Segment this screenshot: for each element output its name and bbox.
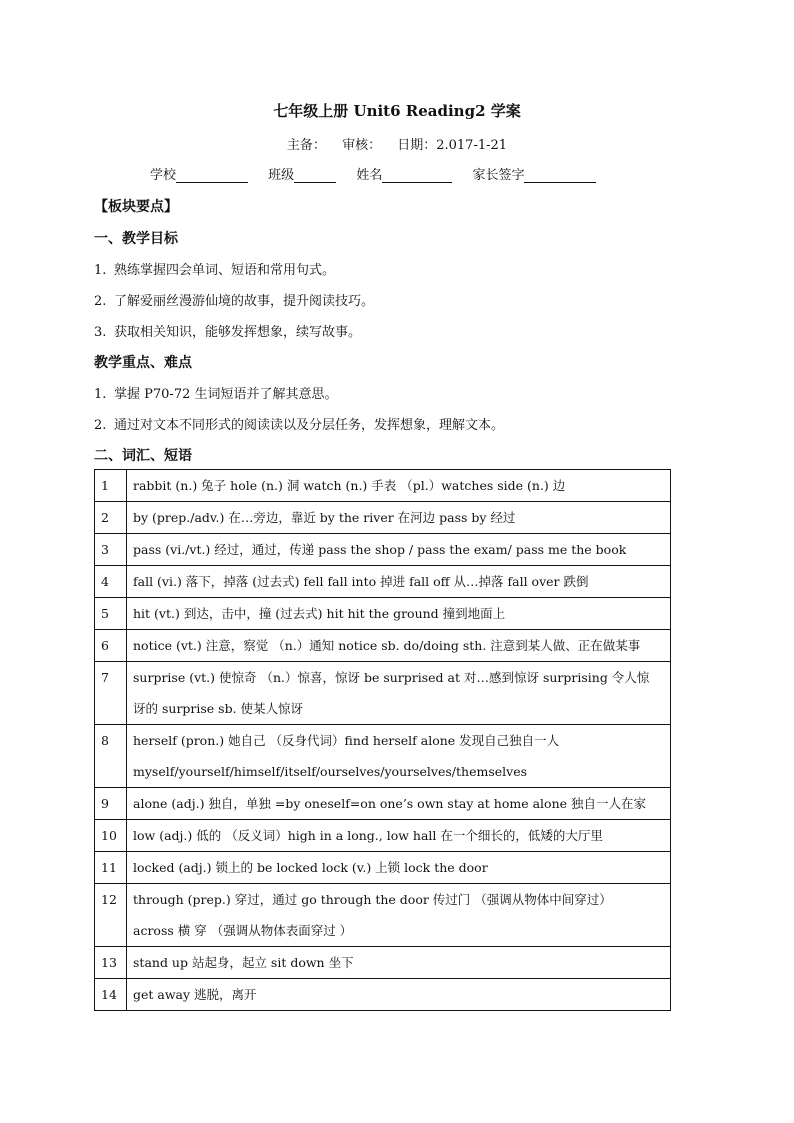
row-content (127, 470, 671, 502)
row-number: 14 (95, 979, 127, 1011)
row-text-line: pass (vi./vt.) 经过，通过，传递 pass the shop / pass the exam/ pass me the book (133, 542, 627, 557)
row-text-line: fall (vi.) 落下，掉落 (过去式) fell fall into 掉进 fall off 从…掉落 fall over 跌倒 (133, 574, 589, 589)
reviewer-label: 审核： (342, 138, 382, 153)
row-text-line: alone (adj.) 独自，单独 =by oneself=on one’s own stay at home alone 独自一人在家 (133, 796, 647, 811)
row-text-line: surprise (vt.) 使惊奇 （n.）惊喜，惊讶 be surprised at 对…感到惊讶 surprising 令人惊 (133, 670, 650, 685)
focus-heading: 教学重点、难点 (94, 355, 192, 371)
key-points-heading: 【板块要点】 (94, 199, 178, 215)
table-row (95, 820, 671, 852)
student-info-fields (150, 164, 612, 183)
goal-item: 2. 了解爱丽丝漫游仙境的故事，提升阅读技巧。 (94, 294, 375, 309)
row-content (127, 566, 671, 598)
row-number: 13 (95, 947, 127, 979)
table-row (95, 534, 671, 566)
row-content (127, 884, 671, 947)
row-content (127, 788, 671, 820)
focus-item: 1. 掌握 P70-72 生词短语并了解其意思。 (94, 387, 338, 402)
row-text-line: get away 逃脱，离开 (133, 987, 257, 1002)
row-text-line: by (prep./adv.) 在…旁边，靠近 by the river 在河边 pass by 经过 (133, 510, 516, 525)
table-row (95, 630, 671, 662)
name-field[interactable] (382, 168, 452, 183)
row-content (127, 852, 671, 884)
row-number: 3 (95, 534, 127, 566)
row-number: 7 (95, 662, 127, 725)
row-text-line: across 横 穿 （强调从物体表面穿过 ） (133, 923, 353, 938)
row-number: 6 (95, 630, 127, 662)
vocab-table (94, 469, 671, 1011)
name-label: 姓名 (356, 168, 383, 183)
row-number: 9 (95, 788, 127, 820)
goal-item: 1. 熟练掌握四会单词、短语和常用句式。 (94, 263, 336, 278)
table-row (95, 725, 671, 788)
table-row (95, 662, 671, 725)
school-label: 学校 (150, 168, 177, 183)
school-field[interactable] (176, 168, 248, 183)
row-content (127, 820, 671, 852)
row-text-line: low (adj.) 低的 （反义词）high in a long., low hall 在一个细长的，低矮的大厅里 (133, 828, 603, 843)
goal-item: 3. 获取相关知识，能够发挥想象，续写故事。 (94, 325, 362, 340)
row-text-line: herself (pron.) 她自己 （反身代词）find herself alone 发现自己独自一人 (133, 733, 560, 748)
vocab-heading: 二、词汇、短语 (94, 448, 192, 464)
row-text-line: locked (adj.) 锁上的 be locked lock (v.) 上锁 lock the door (133, 860, 488, 875)
row-text-line: rabbit (n.) 兔子 hole (n.) 洞 watch (n.) 手表 （pl.）watches side (n.) 边 (133, 478, 566, 493)
row-content (127, 598, 671, 630)
row-number: 8 (95, 725, 127, 788)
focus-item: 2. 通过对文本不同形式的阅读读以及分层任务，发挥想象，理解文本。 (94, 418, 505, 433)
table-row (95, 852, 671, 884)
row-number: 11 (95, 852, 127, 884)
table-row (95, 947, 671, 979)
parent-sign-label: 家长签字 (472, 168, 525, 183)
table-row (95, 566, 671, 598)
page-title: 七年级上册 Unit6 Reading2 学案 (273, 102, 521, 120)
table-row (95, 979, 671, 1011)
row-number: 1 (95, 470, 127, 502)
class-label: 班级 (268, 168, 295, 183)
table-row (95, 884, 671, 947)
class-field[interactable] (294, 168, 336, 183)
row-content (127, 979, 671, 1011)
editor-label: 主备： (286, 138, 326, 153)
meta-line (0, 134, 794, 153)
date-label: 日期：2.017-1-21 (397, 138, 508, 153)
row-content (127, 502, 671, 534)
row-text-line: 讶的 surprise sb. 使某人惊讶 (133, 701, 304, 716)
row-text-line: notice (vt.) 注意，察觉 （n.）通知 notice sb. do/doing sth. 注意到某人做、正在做某事 (133, 638, 641, 653)
row-content (127, 630, 671, 662)
table-row (95, 598, 671, 630)
row-text-line: stand up 站起身，起立 sit down 坐下 (133, 955, 354, 970)
row-text-line: through (prep.) 穿过，通过 go through the door 传过门 （强调从物体中间穿过） (133, 892, 612, 907)
row-content (127, 534, 671, 566)
row-text-line: hit (vt.) 到达，击中，撞 (过去式) hit hit the ground 撞到地面上 (133, 606, 506, 621)
parent-sign-field[interactable] (524, 168, 596, 183)
row-content (127, 947, 671, 979)
row-number: 4 (95, 566, 127, 598)
row-content (127, 725, 671, 788)
row-number: 2 (95, 502, 127, 534)
row-text-line: myself/yourself/himself/itself/ourselves/yourselves/themselves (133, 764, 528, 779)
table-row (95, 470, 671, 502)
row-content (127, 662, 671, 725)
row-number: 10 (95, 820, 127, 852)
row-number: 12 (95, 884, 127, 947)
goals-heading: 一、教学目标 (94, 231, 178, 247)
table-row (95, 788, 671, 820)
table-row (95, 502, 671, 534)
row-number: 5 (95, 598, 127, 630)
